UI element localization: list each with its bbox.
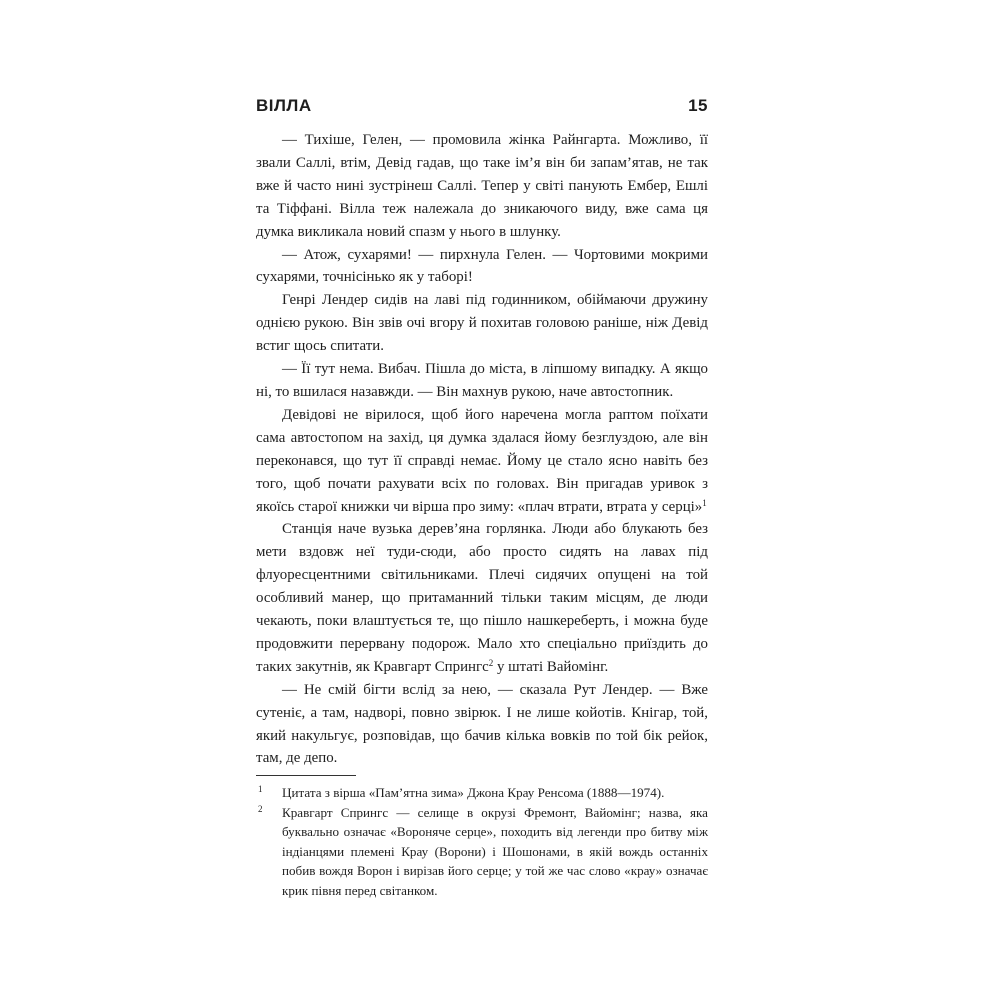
footnotes <box>256 783 708 901</box>
footnote-divider <box>256 775 356 776</box>
running-head <box>256 96 708 118</box>
footnote-text-2: Кравгарт Спрингс — селище в окрузі Фремонт, Вайомінг; назва, яка буквально означає «Вороняче серце», походить від легенди про битву між індіанцями племені Крау (Ворони) і Шошонами, в якій вождь останніх побив вождя Ворон і вирізав його серце; у той же час слово «крау» означає крик півня перед світанком. <box>282 804 708 898</box>
paragraph-3: Генрі Лендер сидів на лаві під годинником, обіймаючи дружину однією рукою. Він звів очі вгору й похитав головою раніше, ніж Девід встиг щось спитати. <box>256 292 708 355</box>
chapter-title: ВІЛЛА <box>256 96 312 115</box>
footnote-marker-1: 1 <box>258 784 263 794</box>
footnote-1 <box>256 783 708 803</box>
footnote-2 <box>256 803 708 901</box>
paragraph-6-tail: у штаті Вайомінг. <box>493 658 609 675</box>
paragraph-1: — Тихіше, Гелен, — промовила жінка Райнгарта. Можливо, її звали Саллі, втім, Девід гадав, що таке ім’я він би запам’ятав, не так вже й часто нині зустрінеш Саллі. Тепер у світі панують Ембер, Ешлі та Тіффані. Вілла теж належала до зникаючого виду, вже сама ця думка викликала новий спазм у нього в шлунку. <box>256 132 708 240</box>
page-number: 15 <box>688 96 708 115</box>
footnote-marker-2: 2 <box>258 803 263 814</box>
paragraph-5-text: Девідові не вірилося, щоб його наречена могла раптом поїхати сама автостопом на захід, ця думка здалася йому безглуздою, але він переконався, що тут її справді немає. Йому це стало ясно навіть без того, щоб почати рахувати всіх по головах. Він пригадав уривок з якоїсь старої книжки чи вірша про зиму: «плач втрати, втрата у серці» <box>256 406 708 515</box>
paragraph-2: — Атож, сухарями! — пирхнула Гелен. — Чортовими мокрими сухарями, точнісінько як у таборі! <box>256 246 708 286</box>
paragraph-7: — Не смій бігти вслід за нею, — сказала Рут Лендер. — Вже сутеніє, а там, надворі, повно звірюк. І не лише койотів. Кнігар, той, який накульгує, розповідав, що бачив кілька вовків по той бік рейок, там, де депо. <box>256 681 708 767</box>
paragraph-6 <box>256 518 708 678</box>
paragraph-4: — Її тут нема. Вибач. Пішла до міста, в ліпшому випадку. А якщо ні, то вшилася назавжди. — Він махнув рукою, наче автостопник. <box>256 361 708 400</box>
paragraph-5 <box>256 404 708 519</box>
footnote-text-1: Цитата з вірша «Пам’ятна зима» Джона Крау Ренсома (1888—1974). <box>282 785 665 800</box>
body-text <box>256 129 708 770</box>
footnote-ref-2[interactable]: 2 <box>488 657 494 668</box>
paragraph-6-text: Станція наче вузька дерев’яна горлянка. Люди або блукають без мети вздовж неї туди-сюди, або просто сидять на лавах під флуоресцентними світильниками. Плечі сидячих опущені на той особливий манер, що притаманний тільки таким місцям, де люди чекають, поки влаштується те, що пішло нашкереберть, і можна буде продовжити перервану подорож. Мало хто спеціально приїздить до таких закутнів, як Кравгарт Спрингс <box>256 521 708 675</box>
footnote-ref-1[interactable]: 1 <box>702 497 707 508</box>
